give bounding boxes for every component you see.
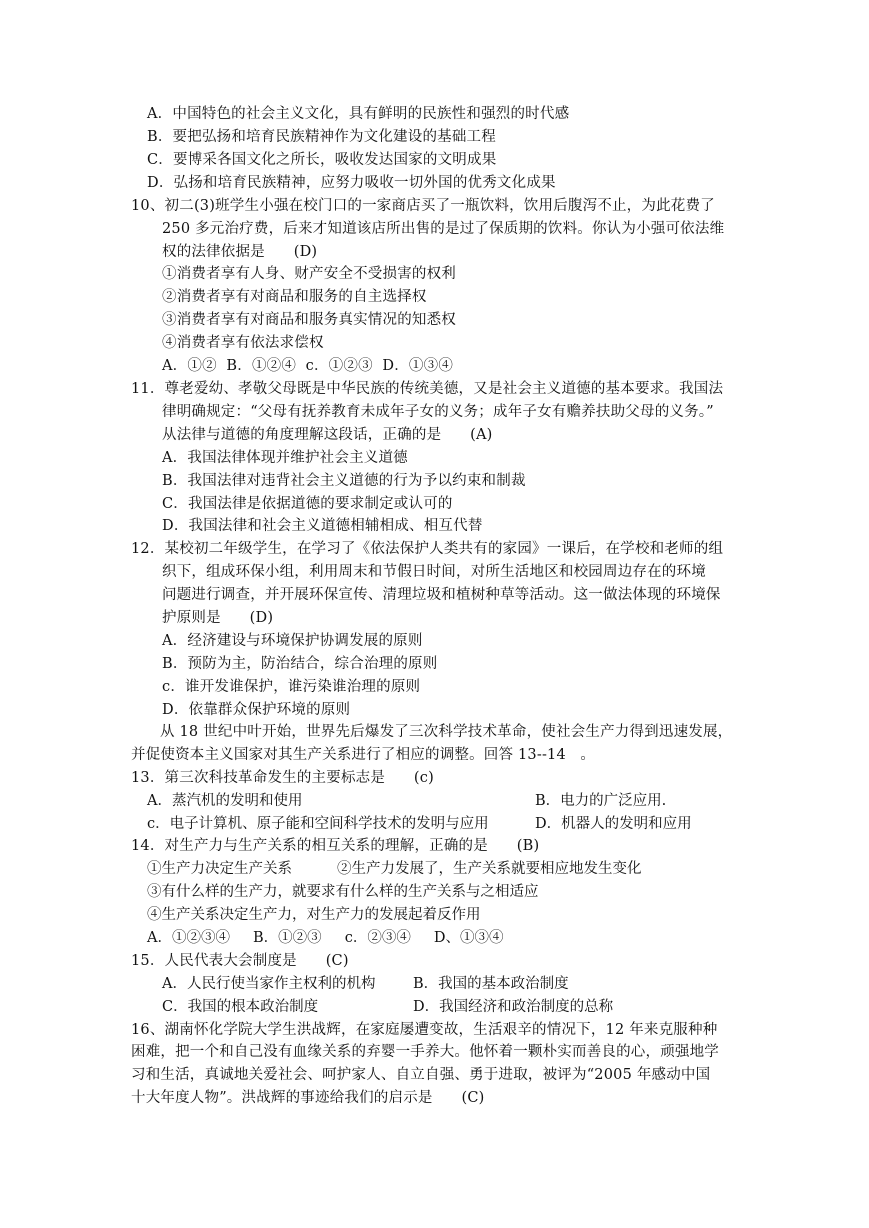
question-13-option-a: A．蒸汽机的发明和使用 bbox=[147, 793, 303, 809]
question-15-option-a: A．人民行使当家作主权利的机构 bbox=[162, 976, 376, 992]
question-14-stem: 14．对生产力与生产关系的相互关系的理解，正确的是 (B) bbox=[131, 838, 540, 854]
question-12-option: D．依靠群众保护环境的原则 bbox=[162, 702, 351, 718]
question-14-item: ③有什么样的生产力，就要求有什么样的生产关系与之相适应 bbox=[147, 884, 539, 900]
question-10-item: ①消费者享有人身、财产安全不受损害的权利 bbox=[162, 266, 456, 282]
passage-line: 并促使资本主义国家对其生产关系进行了相应的调整。回答 13--14 。 bbox=[131, 747, 596, 763]
question-14-item: ②生产力发展了，生产关系就要相应地发生变化 bbox=[337, 861, 642, 877]
question-16-stem: 习和生活，真诚地关爱社会、呵护家人、自立自强、勇于进取，被评为“2005 年感动中国 bbox=[131, 1067, 711, 1083]
question-13-option-d: D．机器人的发明和应用 bbox=[535, 816, 692, 832]
option-line: B．要把弘扬和培育民族精神作为文化建设的基础工程 bbox=[147, 129, 496, 145]
question-11-stem: 律明确规定：“父母有抚养教育未成年子女的义务；成年子女有赡养扶助父母的义务。” bbox=[162, 404, 714, 420]
question-10-stem: 权的法律依据是 (D) bbox=[162, 244, 318, 260]
question-11-option: A．我国法律体现并维护社会主义道德 bbox=[162, 450, 408, 466]
question-10-item: ②消费者享有对商品和服务的自主选择权 bbox=[162, 289, 427, 305]
question-15-option-d: D．我国经济和政治制度的总称 bbox=[413, 999, 614, 1015]
question-10-item: ④消费者享有依法求偿权 bbox=[162, 335, 324, 351]
question-12-stem: 问题进行调查，并开展环保宣传、清理垃圾和植树种草等活动。这一做法体现的环境保 bbox=[162, 587, 721, 603]
option-line: D．弘扬和培育民族精神，应努力吸收一切外国的优秀文化成果 bbox=[147, 175, 556, 191]
question-11-option: B．我国法律对违背社会主义道德的行为予以约束和制裁 bbox=[162, 473, 526, 489]
question-13-option-b: B．电力的广泛应用. bbox=[535, 793, 667, 809]
option-line: A．中国特色的社会主义文化，具有鲜明的民族性和强烈的时代感 bbox=[147, 106, 570, 122]
question-16-stem: 困难，把一个和自己没有血缘关系的弃婴一手养大。他怀着一颗朴实而善良的心，顽强地学 bbox=[131, 1044, 719, 1060]
question-12-option: A．经济建设与环境保护协调发展的原则 bbox=[162, 633, 423, 649]
question-15-stem: 15．人民代表大会制度是 (C) bbox=[131, 953, 349, 969]
question-14-item: ①生产力决定生产关系 bbox=[147, 861, 292, 877]
question-12-option: c．谁开发谁保护，谁污染谁治理的原则 bbox=[162, 679, 421, 695]
question-10-stem: 10、初二(3)班学生小强在校门口的一家商店买了一瓶饮料，饮用后腹泻不止，为此花费了 bbox=[131, 198, 715, 214]
question-11-stem: 11．尊老爱幼、孝敬父母既是中华民族的传统美德，又是社会主义道德的基本要求。我国法 bbox=[131, 381, 724, 397]
passage-line: 从 18 世纪中叶开始，世界先后爆发了三次科学技术革命，使社会生产力得到迅速发展， bbox=[160, 724, 733, 740]
question-15-option-c: C．我国的根本政治制度 bbox=[162, 999, 319, 1015]
question-13-stem: 13．第三次科技革命发生的主要标志是 (c) bbox=[131, 770, 434, 786]
question-15-option-b: B．我国的基本政治制度 bbox=[413, 976, 569, 992]
question-12-stem: 护原则是 (D) bbox=[162, 610, 274, 626]
question-13-option-c: c．电子计算机、原子能和空间科学技术的发明与应用 bbox=[147, 816, 489, 832]
question-12-stem: 织下，组成环保小组，利用周末和节假日时间，对所生活地区和校园周边存在的环境 bbox=[162, 564, 706, 580]
question-14-options: A．①②③④ B．①②③ c．②③④ D、①③④ bbox=[147, 930, 504, 946]
question-11-stem: 从法律与道德的角度理解这段话，正确的是 (A) bbox=[162, 427, 493, 443]
question-11-option: C．我国法律是依据道德的要求制定或认可的 bbox=[162, 496, 453, 512]
question-10-item: ③消费者享有对商品和服务真实情况的知悉权 bbox=[162, 312, 456, 328]
question-10-options: A．①② B．①②④ c．①②③ D．①③④ bbox=[162, 358, 454, 374]
question-16-stem: 十大年度人物”。洪战辉的事迹给我们的启示是 (C) bbox=[131, 1090, 485, 1106]
question-12-stem: 12．某校初二年级学生，在学习了《依法保护人类共有的家园》一课后，在学校和老师的组 bbox=[131, 541, 724, 557]
question-11-option: D．我国法律和社会主义道德相辅相成、相互代替 bbox=[162, 518, 483, 534]
question-14-item: ④生产关系决定生产力，对生产力的发展起着反作用 bbox=[147, 907, 481, 923]
question-16-stem: 16、湖南怀化学院大学生洪战辉，在家庭屡遭变故，生活艰辛的情况下，12 年来克服种种 bbox=[131, 1022, 718, 1038]
question-10-stem: 250 多元治疗费，后来才知道该店所出售的是过了保质期的饮料。你认为小强可依法维 bbox=[162, 221, 725, 237]
option-line: C．要博采各国文化之所长，吸收发达国家的文明成果 bbox=[147, 152, 497, 168]
question-12-option: B．预防为主，防治结合，综合治理的原则 bbox=[162, 656, 438, 672]
